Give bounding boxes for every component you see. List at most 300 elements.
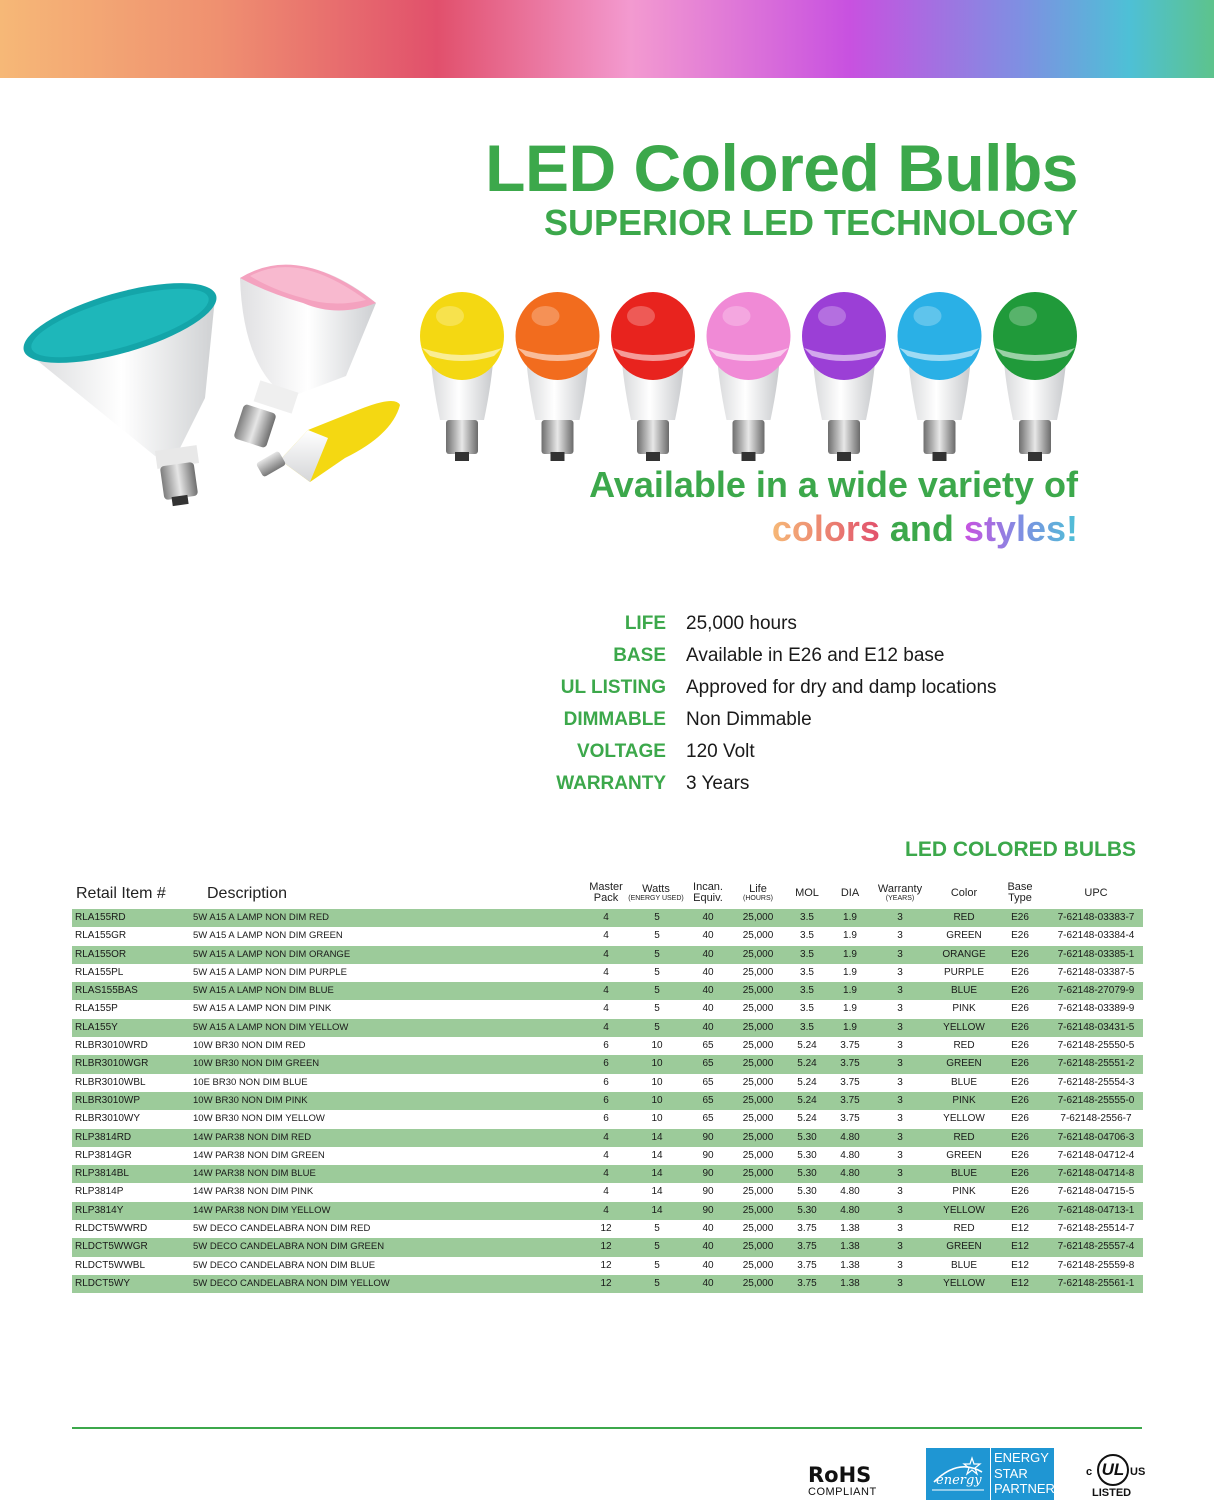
cell-warranty: 3 xyxy=(897,1149,903,1161)
cell-item: RLDCT5WWBL xyxy=(75,1259,146,1271)
cell-base-type: E26 xyxy=(1011,1021,1029,1033)
cell-incan-equiv: 40 xyxy=(702,1223,714,1235)
cell-base-type: E26 xyxy=(1011,1131,1029,1143)
cell-master-pack: 4 xyxy=(603,912,609,923)
table-row xyxy=(72,1202,1143,1220)
tagline-colors-word: colors xyxy=(771,508,880,549)
col-head-text: Type xyxy=(1008,892,1032,904)
cell-incan-equiv: 90 xyxy=(702,1204,714,1216)
cell-item: RLA155OR xyxy=(75,948,127,960)
cell-watts: 14 xyxy=(651,1131,663,1143)
cell-warranty: 3 xyxy=(897,1058,903,1070)
cell-master-pack: 12 xyxy=(600,1241,612,1253)
cell-warranty: 3 xyxy=(897,1277,903,1289)
cell-mol: 3.75 xyxy=(797,1223,817,1235)
table-row xyxy=(72,1257,1143,1275)
cell-warranty: 3 xyxy=(897,930,903,942)
cell-color: BLUE xyxy=(950,1168,978,1180)
cell-description: 5W DECO CANDELABRA NON DIM RED xyxy=(193,1223,371,1235)
a-lamp-bulb-icon xyxy=(516,292,600,461)
cell-dia: 1.9 xyxy=(843,966,857,978)
col-head-text: Warranty xyxy=(877,882,923,895)
col-head-subtext: (ENERGY USED) xyxy=(628,894,684,902)
ul-us-mark: US xyxy=(1130,1466,1146,1478)
table-row xyxy=(72,909,1143,927)
cell-master-pack: 12 xyxy=(600,1259,612,1271)
spec-list xyxy=(540,608,1100,800)
cell-upc: 7-62148-03431-5 xyxy=(1057,1021,1135,1033)
cell-base-type: E26 xyxy=(1011,966,1029,978)
candelabra-bulb-icon xyxy=(250,390,410,490)
cell-watts: 10 xyxy=(651,1040,663,1052)
cell-watts: 5 xyxy=(654,1277,660,1289)
cell-item: RLAS155BAS xyxy=(75,985,138,997)
cell-description: 10E BR30 NON DIM BLUE xyxy=(193,1076,308,1088)
cell-watts: 10 xyxy=(651,1113,663,1125)
cell-watts: 10 xyxy=(651,1094,663,1106)
cell-warranty: 3 xyxy=(897,985,903,997)
cell-base-type: E12 xyxy=(1011,1223,1029,1235)
cell-dia: 1.9 xyxy=(843,1021,857,1033)
a-lamp-bulb-icon xyxy=(993,292,1077,461)
cell-life: 25,000 xyxy=(742,985,774,997)
cell-color: BLUE xyxy=(950,1259,978,1271)
cell-master-pack: 4 xyxy=(603,1204,609,1216)
cell-mol: 5.30 xyxy=(797,1149,817,1161)
cell-mol: 5.24 xyxy=(797,1040,817,1052)
a-lamp-bulb-icon xyxy=(611,292,695,461)
table-row xyxy=(72,1275,1143,1293)
spec-value: 25,000 hours xyxy=(686,613,797,634)
cell-master-pack: 4 xyxy=(603,930,609,942)
cell-incan-equiv: 65 xyxy=(702,1076,714,1088)
cell-warranty: 3 xyxy=(897,1113,903,1125)
col-head-subtext: (YEARS) xyxy=(885,894,915,902)
cell-description: 10W BR30 NON DIM RED xyxy=(193,1040,306,1052)
product-table xyxy=(72,909,1143,1293)
page-title: LED Colored Bulbs xyxy=(485,131,1078,205)
cell-warranty: 3 xyxy=(897,1186,903,1198)
spec-value: Approved for dry and damp locations xyxy=(686,677,997,698)
cell-life: 25,000 xyxy=(742,966,774,978)
a-lamp-bulb-icon xyxy=(707,292,791,461)
cell-dia: 4.80 xyxy=(840,1149,860,1161)
cell-color: PINK xyxy=(952,1186,976,1198)
cell-watts: 10 xyxy=(651,1058,663,1070)
col-head-description: Description xyxy=(207,884,288,902)
cell-dia: 3.75 xyxy=(840,1094,860,1106)
table-row xyxy=(72,946,1143,964)
cell-master-pack: 6 xyxy=(603,1076,609,1088)
cell-life: 25,000 xyxy=(742,912,774,923)
col-head-upc: UPC xyxy=(1084,886,1108,899)
spec-row-life xyxy=(540,608,1100,640)
a-lamp-bulb-icon xyxy=(420,292,504,461)
cell-mol: 3.5 xyxy=(800,1021,814,1033)
cell-item: RLP3814RD xyxy=(75,1131,132,1143)
a-lamp-bulb-icon xyxy=(802,292,886,461)
cell-incan-equiv: 40 xyxy=(702,1003,714,1015)
cell-mol: 3.5 xyxy=(800,930,814,942)
col-head-watts xyxy=(628,876,684,910)
par38-bulb-icon xyxy=(20,268,230,508)
col-head-subtext: (HOURS) xyxy=(743,894,773,902)
cell-master-pack: 6 xyxy=(603,1094,609,1106)
cell-life: 25,000 xyxy=(742,1040,774,1052)
cell-base-type: E26 xyxy=(1011,1040,1029,1052)
cell-warranty: 3 xyxy=(897,966,903,978)
cell-description: 5W DECO CANDELABRA NON DIM GREEN xyxy=(193,1241,385,1253)
cell-warranty: 3 xyxy=(897,1131,903,1143)
rohs-logo-title: RoHS xyxy=(808,1463,872,1487)
cell-warranty: 3 xyxy=(897,912,903,923)
cell-watts: 5 xyxy=(654,1259,660,1271)
cell-description: 5W A15 A LAMP NON DIM YELLOW xyxy=(193,1021,349,1033)
table-row xyxy=(72,1129,1143,1147)
cell-watts: 5 xyxy=(654,1003,660,1015)
col-head-text: Watts xyxy=(642,882,670,895)
spec-row-voltage xyxy=(540,736,1100,768)
table-row xyxy=(72,1220,1143,1238)
cell-color: GREEN xyxy=(946,1149,982,1161)
energy-star-logo xyxy=(926,1448,1054,1500)
a-lamp-bulbs-row xyxy=(420,292,1090,467)
cell-master-pack: 4 xyxy=(603,985,609,997)
table-row xyxy=(72,1147,1143,1165)
cell-watts: 14 xyxy=(651,1149,663,1161)
cell-watts: 10 xyxy=(651,1076,663,1088)
cell-base-type: E26 xyxy=(1011,912,1029,923)
spec-value: Available in E26 and E12 base xyxy=(686,645,945,666)
ul-listed-text: LISTED xyxy=(1092,1487,1132,1499)
cell-mol: 5.30 xyxy=(797,1131,817,1143)
cell-item: RLDCT5WY xyxy=(75,1277,131,1289)
col-head-text: Base xyxy=(1007,881,1033,893)
cell-mol: 5.24 xyxy=(797,1058,817,1070)
cell-color: YELLOW xyxy=(943,1113,985,1125)
cell-item: RLBR3010WBL xyxy=(75,1076,146,1088)
rohs-logo xyxy=(808,1464,888,1500)
cell-upc: 7-62148-25555-0 xyxy=(1057,1094,1135,1106)
table-row xyxy=(72,982,1143,1000)
tagline-and-word: and xyxy=(889,508,954,549)
cell-color: YELLOW xyxy=(943,1021,985,1033)
cell-description: 5W DECO CANDELABRA NON DIM YELLOW xyxy=(193,1277,390,1289)
cell-dia: 4.80 xyxy=(840,1168,860,1180)
cell-master-pack: 4 xyxy=(603,1186,609,1198)
spec-row-warranty xyxy=(540,768,1100,800)
table-row xyxy=(72,927,1143,945)
col-head-text: Equiv. xyxy=(693,892,723,904)
cell-description: 5W A15 A LAMP NON DIM PURPLE xyxy=(193,966,347,978)
col-head-dia: DIA xyxy=(840,886,860,899)
cell-item: RLDCT5WWRD xyxy=(75,1223,148,1235)
cell-upc: 7-62148-03384-4 xyxy=(1057,930,1135,942)
cell-dia: 3.75 xyxy=(840,1076,860,1088)
cell-description: 14W PAR38 NON DIM PINK xyxy=(193,1186,314,1198)
spec-label: BASE xyxy=(613,645,666,666)
cell-upc: 7-62148-2556-7 xyxy=(1060,1113,1132,1125)
table-row xyxy=(72,1037,1143,1055)
cell-warranty: 3 xyxy=(897,1003,903,1015)
cell-color: GREEN xyxy=(946,930,982,942)
energy-star-word: ENERGY xyxy=(994,1450,1049,1465)
spec-label: VOLTAGE xyxy=(576,741,666,762)
cell-color: YELLOW xyxy=(943,1277,985,1289)
cell-dia: 1.38 xyxy=(840,1223,860,1235)
cell-color: RED xyxy=(953,1131,975,1143)
cell-life: 25,000 xyxy=(742,1186,774,1198)
cell-mol: 3.75 xyxy=(797,1277,817,1289)
energy-star-word: STAR xyxy=(994,1465,1028,1481)
cell-life: 25,000 xyxy=(742,1204,774,1216)
col-head-text: Life xyxy=(749,882,767,895)
cell-description: 5W A15 A LAMP NON DIM ORANGE xyxy=(193,948,351,960)
cell-item: RLBR3010WGR xyxy=(75,1058,149,1070)
cell-mol: 3.5 xyxy=(800,912,814,923)
cell-warranty: 3 xyxy=(897,1076,903,1088)
cell-warranty: 3 xyxy=(897,1204,903,1216)
cell-description: 14W PAR38 NON DIM RED xyxy=(193,1131,312,1143)
table-heading: LED COLORED BULBS xyxy=(905,838,1136,861)
cell-incan-equiv: 40 xyxy=(702,1259,714,1271)
col-head-text: Pack xyxy=(593,892,619,904)
cell-dia: 1.9 xyxy=(843,1003,857,1015)
cell-item: RLP3814P xyxy=(75,1186,124,1198)
cell-watts: 5 xyxy=(654,912,660,923)
footer-divider xyxy=(72,1427,1142,1429)
cell-master-pack: 4 xyxy=(603,966,609,978)
col-head-base-type xyxy=(1000,876,1040,910)
col-head-warranty xyxy=(872,876,928,910)
cell-color: PURPLE xyxy=(943,966,984,978)
cell-incan-equiv: 65 xyxy=(702,1040,714,1052)
cell-life: 25,000 xyxy=(742,1113,774,1125)
cell-incan-equiv: 40 xyxy=(702,1021,714,1033)
cell-color: BLUE xyxy=(950,1076,978,1088)
cell-color: BLUE xyxy=(950,985,978,997)
cell-upc: 7-62148-25557-4 xyxy=(1057,1241,1135,1253)
cell-base-type: E26 xyxy=(1011,1186,1029,1198)
cell-description: 5W A15 A LAMP NON DIM BLUE xyxy=(193,985,334,997)
cell-description: 10W BR30 NON DIM YELLOW xyxy=(193,1113,325,1125)
cell-life: 25,000 xyxy=(742,1149,774,1161)
cell-life: 25,000 xyxy=(742,1259,774,1271)
cell-watts: 5 xyxy=(654,1021,660,1033)
cell-master-pack: 6 xyxy=(603,1058,609,1070)
cell-item: RLA155PL xyxy=(75,966,124,978)
col-head-color: Color xyxy=(950,886,978,899)
cell-base-type: E12 xyxy=(1011,1241,1029,1253)
cell-base-type: E26 xyxy=(1011,1204,1029,1216)
cell-base-type: E26 xyxy=(1011,1076,1029,1088)
table-row xyxy=(72,1110,1143,1128)
cell-upc: 7-62148-25550-5 xyxy=(1057,1040,1135,1052)
cell-item: RLBR3010WY xyxy=(75,1113,141,1125)
cell-life: 25,000 xyxy=(742,1223,774,1235)
spec-value: 120 Volt xyxy=(686,741,755,762)
cell-upc: 7-62148-03383-7 xyxy=(1057,912,1135,923)
cell-upc: 7-62148-04712-4 xyxy=(1057,1149,1135,1161)
table-row xyxy=(72,1092,1143,1110)
ul-circle-mark: UL xyxy=(1097,1454,1129,1486)
energy-logo-script: energy xyxy=(936,1473,982,1488)
cell-life: 25,000 xyxy=(742,1003,774,1015)
energy-star-word: PARTNER xyxy=(994,1481,1055,1496)
tagline-line-1: Available in a wide variety of xyxy=(589,464,1078,505)
cell-color: ORANGE xyxy=(942,948,986,960)
cell-master-pack: 12 xyxy=(600,1277,612,1289)
a-lamp-bulb-icon xyxy=(898,292,982,461)
cell-watts: 14 xyxy=(651,1186,663,1198)
cell-master-pack: 4 xyxy=(603,1168,609,1180)
cell-mol: 3.5 xyxy=(800,985,814,997)
cell-dia: 3.75 xyxy=(840,1113,860,1125)
cell-watts: 5 xyxy=(654,930,660,942)
cell-color: GREEN xyxy=(946,1241,982,1253)
cell-mol: 5.24 xyxy=(797,1113,817,1125)
cell-item: RLA155GR xyxy=(75,930,127,942)
table-row xyxy=(72,1074,1143,1092)
col-head-text: Master xyxy=(589,881,623,893)
cell-color: PINK xyxy=(952,1003,976,1015)
cell-warranty: 3 xyxy=(897,1259,903,1271)
cell-incan-equiv: 40 xyxy=(702,1241,714,1253)
cell-mol: 5.24 xyxy=(797,1094,817,1106)
cell-life: 25,000 xyxy=(742,1277,774,1289)
cell-dia: 1.9 xyxy=(843,948,857,960)
cell-upc: 7-62148-27079-9 xyxy=(1057,985,1135,997)
cell-warranty: 3 xyxy=(897,948,903,960)
cell-description: 10W BR30 NON DIM GREEN xyxy=(193,1058,320,1070)
cell-description: 14W PAR38 NON DIM YELLOW xyxy=(193,1204,331,1216)
energy-star-wordmark xyxy=(990,1448,1054,1500)
cell-base-type: E26 xyxy=(1011,1094,1029,1106)
table-row xyxy=(72,1055,1143,1073)
cell-mol: 3.5 xyxy=(800,966,814,978)
cell-watts: 5 xyxy=(654,966,660,978)
cell-incan-equiv: 90 xyxy=(702,1149,714,1161)
spec-row-ul-listing xyxy=(540,672,1100,704)
col-head-mol: MOL xyxy=(795,886,819,899)
cell-dia: 1.38 xyxy=(840,1241,860,1253)
cell-warranty: 3 xyxy=(897,1094,903,1106)
ul-listed-logo xyxy=(1086,1452,1146,1500)
cell-item: RLA155RD xyxy=(75,912,126,923)
table-row xyxy=(72,964,1143,982)
col-head-item: Retail Item # xyxy=(76,884,166,902)
col-head-incan-equiv xyxy=(684,876,732,910)
cell-upc: 7-62148-25559-8 xyxy=(1057,1259,1135,1271)
cell-dia: 4.80 xyxy=(840,1186,860,1198)
cell-color: PINK xyxy=(952,1094,976,1106)
cell-life: 25,000 xyxy=(742,1076,774,1088)
cell-watts: 5 xyxy=(654,985,660,997)
spec-label: LIFE xyxy=(624,613,666,634)
cell-item: RLP3814GR xyxy=(75,1149,132,1161)
cell-watts: 5 xyxy=(654,1223,660,1235)
cell-item: RLDCT5WWGR xyxy=(75,1241,148,1253)
cell-upc: 7-62148-04715-5 xyxy=(1057,1186,1135,1198)
cell-dia: 3.75 xyxy=(840,1040,860,1052)
page-subtitle: SUPERIOR LED TECHNOLOGY xyxy=(543,202,1078,243)
cell-mol: 5.30 xyxy=(797,1204,817,1216)
rohs-logo-subtitle: COMPLIANT xyxy=(808,1486,877,1498)
cell-watts: 5 xyxy=(654,1241,660,1253)
table-row xyxy=(72,1165,1143,1183)
cell-upc: 7-62148-03385-1 xyxy=(1057,948,1135,960)
cell-incan-equiv: 40 xyxy=(702,930,714,942)
cell-warranty: 3 xyxy=(897,1040,903,1052)
cell-incan-equiv: 90 xyxy=(702,1131,714,1143)
cell-base-type: E12 xyxy=(1011,1259,1029,1271)
col-head-text: Incan. xyxy=(693,881,723,893)
cell-upc: 7-62148-04713-1 xyxy=(1057,1204,1135,1216)
col-head-life xyxy=(734,876,782,910)
cell-upc: 7-62148-04714-8 xyxy=(1057,1168,1135,1180)
ul-c-mark: c xyxy=(1086,1466,1093,1478)
cell-master-pack: 12 xyxy=(600,1223,612,1235)
cell-base-type: E26 xyxy=(1011,1058,1029,1070)
cell-life: 25,000 xyxy=(742,1021,774,1033)
cell-upc: 7-62148-04706-3 xyxy=(1057,1131,1135,1143)
cell-mol: 3.75 xyxy=(797,1241,817,1253)
cell-item: RLP3814Y xyxy=(75,1204,124,1216)
cell-warranty: 3 xyxy=(897,1168,903,1180)
cell-description: 14W PAR38 NON DIM BLUE xyxy=(193,1168,316,1180)
cell-life: 25,000 xyxy=(742,1168,774,1180)
cell-mol: 5.24 xyxy=(797,1076,817,1088)
cell-incan-equiv: 40 xyxy=(702,966,714,978)
cell-warranty: 3 xyxy=(897,1021,903,1033)
cell-color: YELLOW xyxy=(943,1204,985,1216)
cell-incan-equiv: 40 xyxy=(702,948,714,960)
cell-base-type: E26 xyxy=(1011,985,1029,997)
cell-dia: 4.80 xyxy=(840,1131,860,1143)
cell-upc: 7-62148-03389-9 xyxy=(1057,1003,1135,1015)
cell-mol: 5.30 xyxy=(797,1168,817,1180)
cell-mol: 3.5 xyxy=(800,1003,814,1015)
table-row xyxy=(72,1019,1143,1037)
cell-master-pack: 4 xyxy=(603,1003,609,1015)
cell-upc: 7-62148-25514-7 xyxy=(1057,1223,1135,1235)
spec-label: UL LISTING xyxy=(560,677,666,698)
cell-master-pack: 4 xyxy=(603,1149,609,1161)
cell-base-type: E26 xyxy=(1011,1113,1029,1125)
spec-value: 3 Years xyxy=(686,773,750,794)
cell-incan-equiv: 40 xyxy=(702,1277,714,1289)
cell-item: RLBR3010WRD xyxy=(75,1040,148,1052)
cell-mol: 5.30 xyxy=(797,1186,817,1198)
tagline-styles-word: styles! xyxy=(963,508,1078,549)
cell-color: RED xyxy=(953,912,975,923)
spec-row-base xyxy=(540,640,1100,672)
cell-life: 25,000 xyxy=(742,1131,774,1143)
cell-watts: 5 xyxy=(654,948,660,960)
cell-mol: 3.5 xyxy=(800,948,814,960)
cell-master-pack: 6 xyxy=(603,1113,609,1125)
cell-incan-equiv: 65 xyxy=(702,1113,714,1125)
cell-master-pack: 4 xyxy=(603,948,609,960)
cell-dia: 1.38 xyxy=(840,1277,860,1289)
col-head-master-pack xyxy=(582,876,630,910)
table-row xyxy=(72,1183,1143,1201)
cell-dia: 4.80 xyxy=(840,1204,860,1216)
cell-life: 25,000 xyxy=(742,1058,774,1070)
cell-base-type: E26 xyxy=(1011,1168,1029,1180)
cell-warranty: 3 xyxy=(897,1223,903,1235)
cell-mol: 3.75 xyxy=(797,1259,817,1271)
